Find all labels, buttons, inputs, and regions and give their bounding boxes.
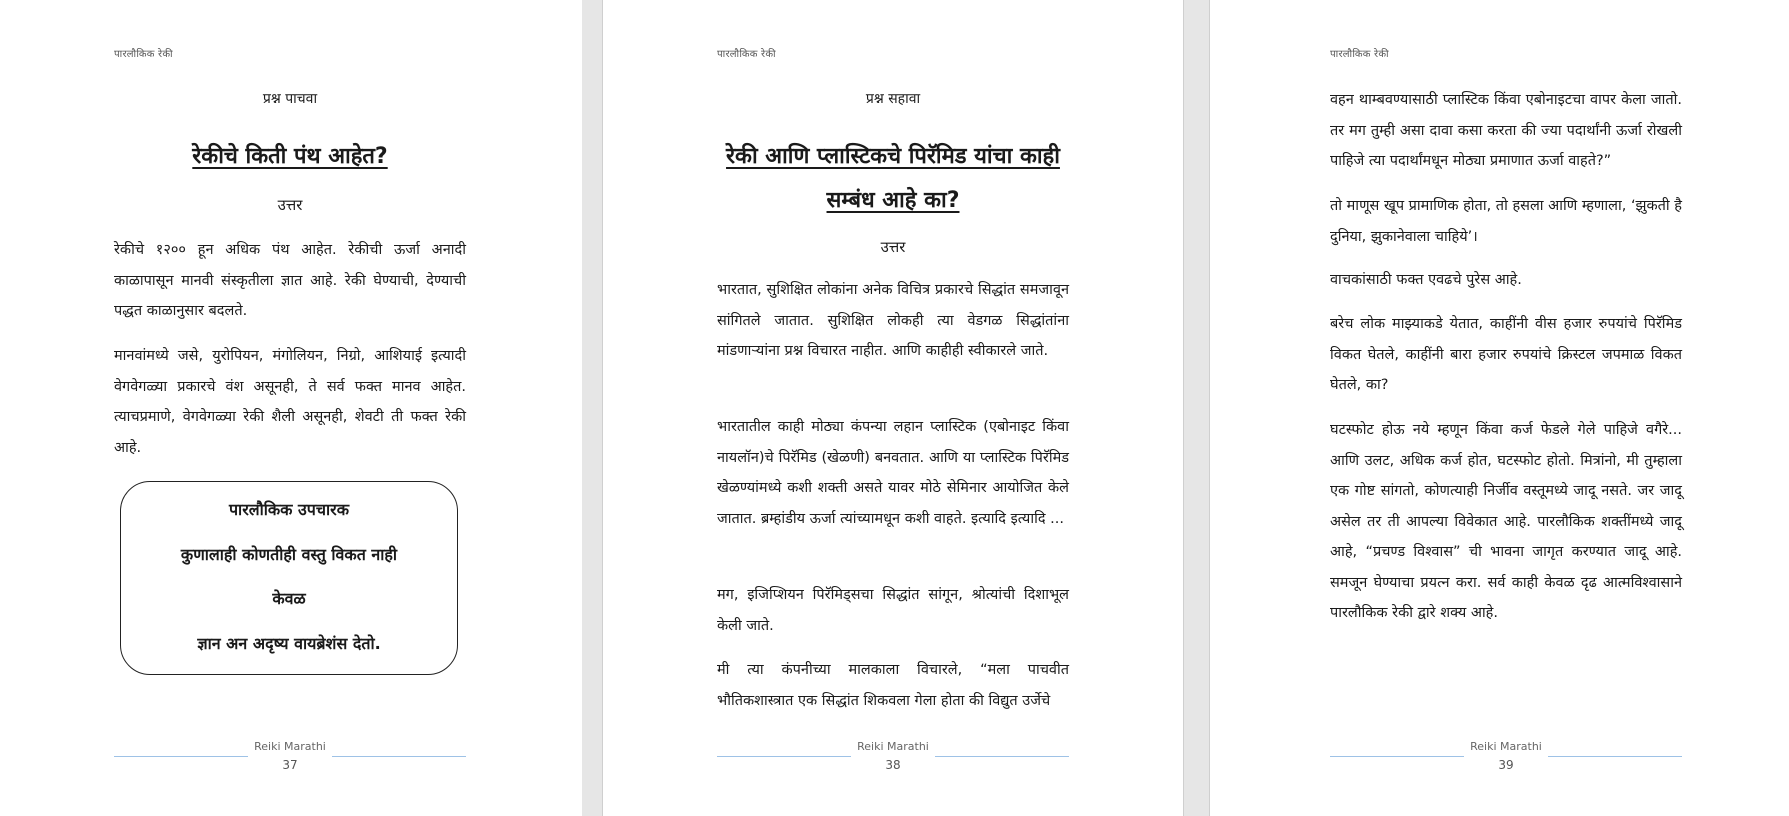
answer-label: उत्तर	[880, 238, 906, 256]
chapter-title-line-1: रेकी आणि प्लास्टिकचे पिरॅमिड यांचा काही	[726, 144, 1060, 169]
footer-title: Reiki Marathi	[254, 740, 326, 753]
paragraph: तो माणूस खूप प्रामाणिक होता, तो हसला आणि म्हणाला, ‘झुकती है दुनिया, झुकानेवाला चाहिये’।	[1330, 198, 1682, 245]
paragraph: मी त्या कंपनीच्या मालकाला विचारले, “मला पाचवीत भौतिकशास्त्रात एक सिद्धांत शिकवला गेला होता की विद्युत उर्जेचे	[717, 662, 1069, 709]
paragraph: रेकीचे १२०० हून अधिक पंथ आहेत. रेकीची ऊर्जा अनादी काळापासून मानवी संस्कृतीला ज्ञात आहे. रेकी घेण्याची, देण्याची पद्धत काळानुसार बदलते.	[114, 242, 466, 319]
paragraph: भारतातील काही मोठ्या कंपन्या लहान प्लास्टिक (एबोनाइट किंवा नायलॉन)चे पिरॅमिड (खेळणी) बनवतात. आणि या प्लास्टिक पिरॅमिड खेळण्यांमध्ये कशी शक्ती असते यावर मोठे सेमिनार आयोजित केले जातात. ब्रम्हांडीय ऊर्जा त्यांच्यामधून कशी वाहते. इत्यादि इत्यादि ...	[717, 419, 1069, 527]
question-label: प्रश्न पाचवा	[262, 91, 318, 107]
page-number: 37	[282, 758, 298, 772]
paragraph: वहन थाम्बवण्यासाठी प्लास्टिक किंवा एबोनाइटचा वापर केला जातो. तर मग तुम्ही असा दावा कसा करता की ज्या पदार्थांनी ऊर्जा रोखली पाहिजे त्या पदार्थांमधून मोठ्या प्रमाणात ऊर्जा वाहते?”	[1330, 92, 1682, 169]
footer-rule-right	[1548, 756, 1682, 757]
answer-label: उत्तर	[277, 196, 303, 214]
footer-title: Reiki Marathi	[857, 740, 929, 753]
footer-rule-right	[935, 756, 1069, 757]
paragraph: मग, इजिप्शियन पिरॅमिड्सचा सिद्धांत सांगून, श्रोत्यांची दिशाभूल केली जाते.	[717, 587, 1069, 634]
paragraph: मानवांमध्ये जसे, युरोपियन, मंगोलियन, निग्रो, आशियाई इत्यादी वेगवेगळ्या प्रकारचे वंश असूनही, ते सर्व फक्त मानव आहेत. त्याचप्रमाणे, वेगवेगळ्या रेकी शैली असूनही, शेवटी ती फक्त रेकी आहे.	[114, 348, 466, 456]
chapter-title: रेकीचे किती पंथ आहेत?	[192, 144, 388, 169]
callout-line: केवळ	[272, 589, 306, 608]
page-38	[602, 0, 1184, 816]
callout-line: ज्ञान अन अदृष्य वायब्रेशंस देतो.	[197, 634, 381, 653]
running-header: पारलौकिक रेकी	[114, 49, 173, 60]
question-label: प्रश्न सहावा	[865, 91, 921, 107]
page-39	[1209, 0, 1789, 816]
footer-rule-left	[1330, 756, 1464, 757]
footer-title: Reiki Marathi	[1470, 740, 1542, 753]
page-number: 39	[1498, 758, 1514, 772]
paragraph: भारतात, सुशिक्षित लोकांना अनेक विचित्र प्रकारचे सिद्धांत समजावून सांगितले जातात. सुशिक्षित लोकही त्या वेडगळ सिद्धांतांना मांडणाऱ्यांना प्रश्न विचारत नाहीत. आणि काहीही स्वीकारले जाते.	[717, 282, 1069, 359]
paragraph: वाचकांसाठी फक्त एवढचे पुरेस आहे.	[1330, 272, 1522, 288]
paragraph: बरेच लोक माझ्याकडे येतात, काहींनी वीस हजार रुपयांचे पिरॅमिड विकत घेतले, काहींनी बारा हजार रुपयांचे क्रिस्टल जपमाळ विकत घेतले, का?	[1330, 316, 1682, 393]
chapter-title-line-2: सम्बंध आहे का?	[826, 188, 960, 213]
callout-line: कुणालाही कोणतीही वस्तु विकत नाही	[180, 545, 398, 564]
page-number: 38	[885, 758, 901, 772]
running-header: पारलौकिक रेकी	[1330, 49, 1389, 60]
page-37	[0, 0, 582, 816]
paragraph: घटस्फोट होऊ नये म्हणून किंवा कर्ज फेडले गेले पाहिजे वगैरे... आणि उलट, अधिक कर्ज होत, घटस्फोट होतो. मित्रांनो, मी तुम्हाला एक गोष्ट सांगतो, कोणत्याही निर्जीव वस्तूमध्ये जादू नसते. जर जादू असेल तर ती आपल्या विवेकात आहे. पारलौकिक शक्तींमध्ये जादू आहे, “प्रचण्ड विश्वास” ची भावना जागृत करण्यात जादू आहे. समजून घेण्याचा प्रयत्न करा. सर्व काही केवळ दृढ आत्मविश्वासाने पारलौकिक रेकी द्वारे शक्य आहे.	[1330, 422, 1682, 621]
running-header: पारलौकिक रेकी	[717, 49, 776, 60]
footer-rule-left	[114, 756, 248, 757]
footer-rule-right	[332, 756, 466, 757]
callout-box	[120, 481, 458, 675]
footer-rule-left	[717, 756, 851, 757]
callout-line: पारलौकिक उपचारक	[228, 500, 350, 519]
